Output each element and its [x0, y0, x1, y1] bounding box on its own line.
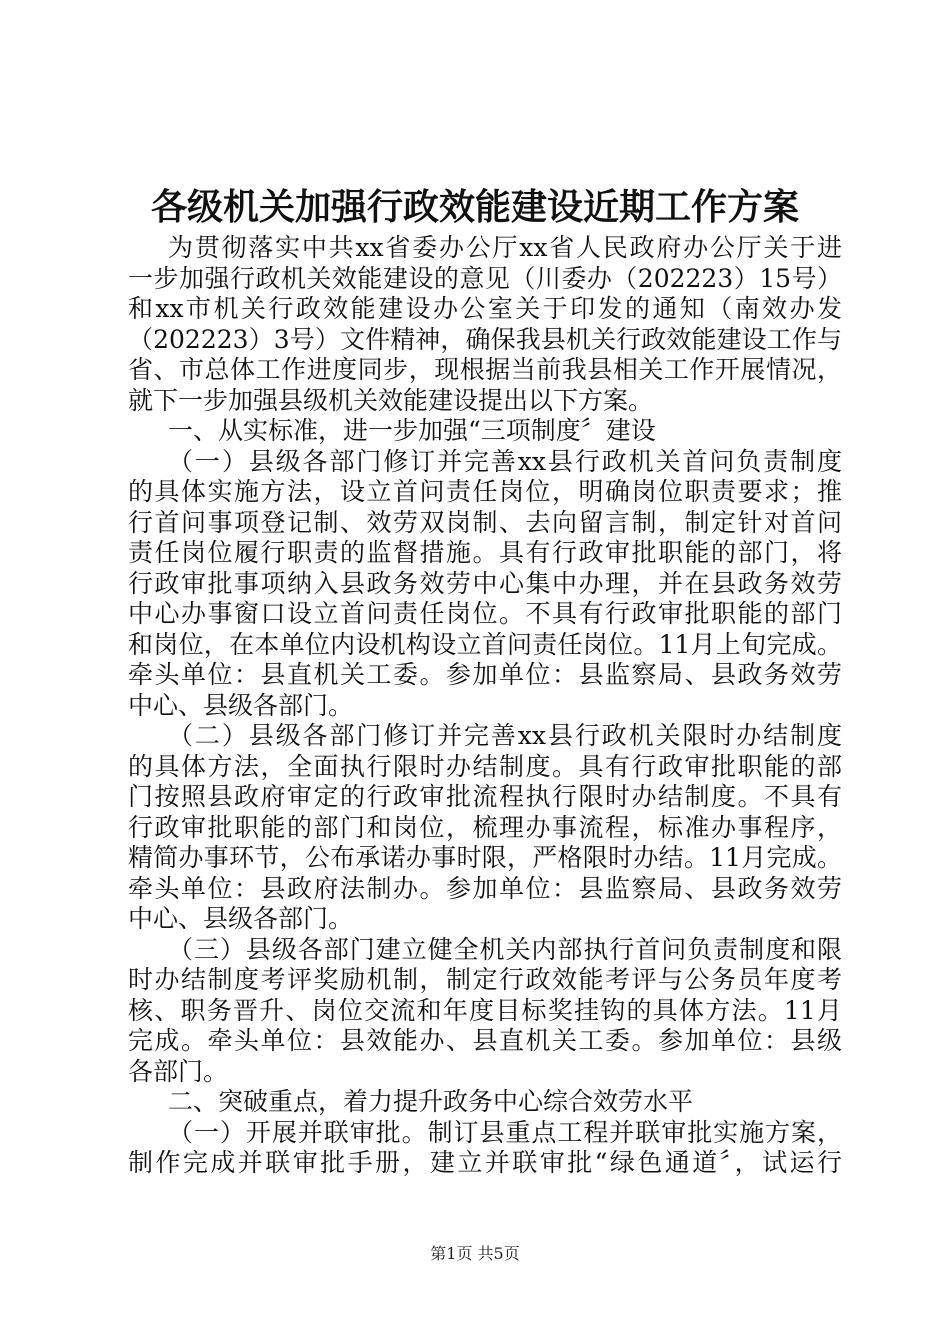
text-line: （一）开展并联审批。制订县重点工程并联审批实施方案， [168, 1117, 842, 1147]
text-line: 完成。牵头单位：县效能办、县直机关工委。参加单位：县级 [128, 1026, 842, 1055]
text-line: 牵头单位：县直机关工委。参加单位：县监察局、县政务效劳 [128, 660, 842, 689]
text-line: （一）县级各部门修订并完善xx县行政机关首问负责制度 [168, 446, 842, 476]
text-line: （二）县级各部门修订并完善xx县行政机关限时办结制度 [168, 721, 842, 750]
text-line: 为贯彻落实中共xx省委办公厅xx省人民政府办公厅关于进 [168, 233, 842, 262]
text-line: 核、职务晋升、岗位交流和年度目标奖挂钩的具体方法。11月 [128, 995, 842, 1025]
text-line: 各部门。 [128, 1056, 229, 1086]
text-line: 中心、县级各部门。 [128, 904, 354, 933]
text-line: （三）县级各部门建立健全机关内部执行首问负责制度和限 [168, 934, 842, 964]
text-line: 时办结制度考评奖励机制，制定行政效能考评与公务员年度考 [128, 965, 842, 994]
text-line: 一、从实标准，进一步加强“三项制度〞建设 [168, 416, 656, 445]
text-line: 二、突破重点，着力提升政务中心综合效劳水平 [168, 1087, 694, 1116]
text-line: （202223）3号）文件精神，确保我县机关行政效能建设工作与 [128, 324, 842, 354]
text-line: 中心、县级各部门。 [128, 690, 354, 720]
text-line: 中心办事窗口设立首问责任岗位。不具有行政审批职能的部门 [128, 599, 842, 628]
text-line: 牵头单位：县政府法制办。参加单位：县监察局、县政务效劳 [128, 873, 842, 903]
text-line: 和岗位，在本单位内设机构设立首问责任岗位。11月上旬完成。 [128, 629, 842, 659]
text-line: 的具体方法，全面执行限时办结制度。具有行政审批职能的部 [128, 751, 842, 781]
text-line: 责任岗位履行职责的监督措施。具有行政审批职能的部门，将 [128, 538, 842, 567]
text-line: 制作完成并联审批手册，建立并联审批“绿色通道〞，试运行 [128, 1148, 842, 1177]
text-line: 和xx市机关行政效能建设办公室关于印发的通知（南效办发 [128, 294, 842, 323]
text-line: 门按照县政府审定的行政审批流程执行限时办结制度。不具有 [128, 782, 842, 811]
text-line: 一步加强行政机关效能建设的意见（川委办（202223）15号） [128, 263, 842, 293]
text-line: 行政审批事项纳入县政务效劳中心集中办理，并在县政务效劳 [128, 568, 842, 598]
text-line: 就下一步加强县级机关效能建设提出以下方案。 [128, 385, 654, 415]
document-title: 各级机关加强行政效能建设近期工作方案 [150, 186, 799, 228]
text-line: 精简办事环节，公布承诺办事时限，严格限时办结。11月完成。 [128, 843, 842, 872]
text-line: 行首问事项登记制、效劳双岗制、去向留言制，制定针对首问 [128, 507, 842, 537]
document-body [128, 233, 842, 1179]
page-indicator: 第1页 共5页 [430, 1244, 520, 1263]
text-line: 省、市总体工作进度同步，现根据当前我县相关工作开展情况， [128, 355, 842, 384]
text-line: 的具体实施方法，设立首问责任岗位，明确岗位职责要求；推 [128, 477, 842, 506]
text-line: 行政审批职能的部门和岗位，梳理办事流程，标准办事程序， [128, 812, 842, 842]
